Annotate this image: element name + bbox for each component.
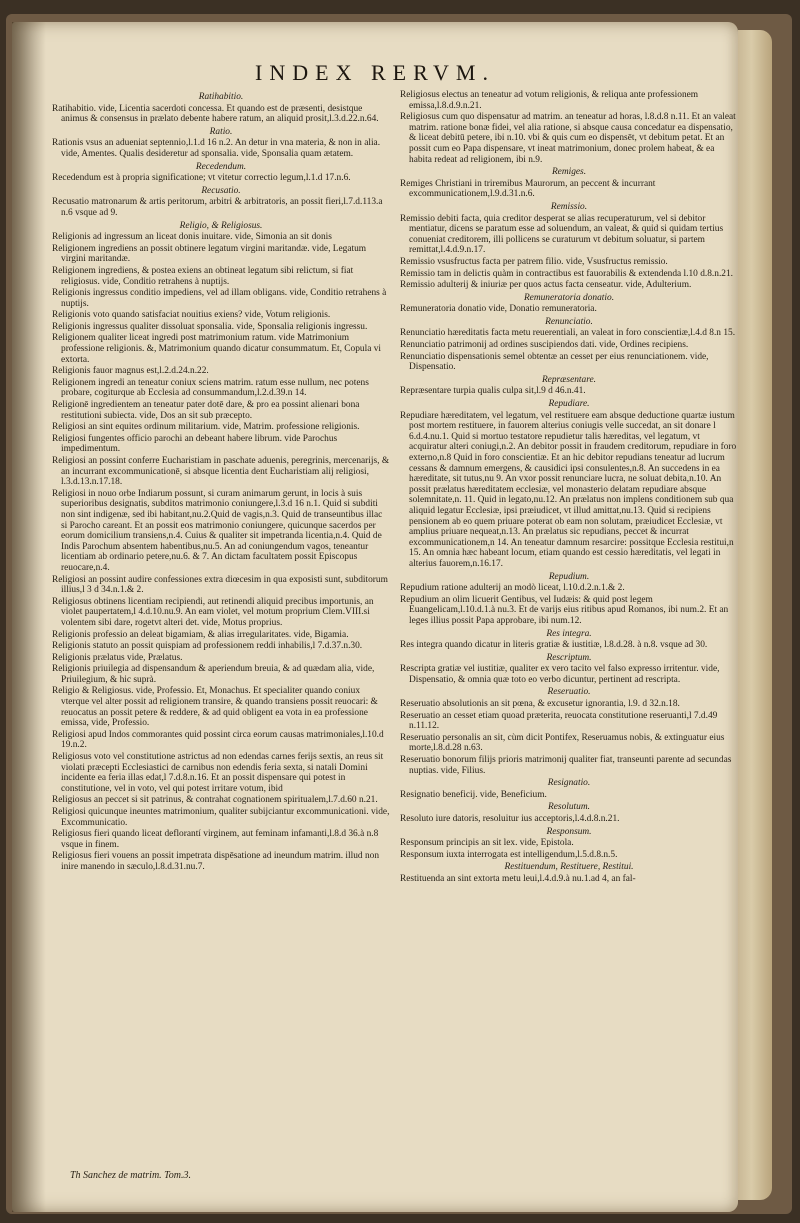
index-heading: Remissio. xyxy=(550,201,588,212)
index-entry: Repudiare hæreditatem, vel legatum, vel restituere eam absque deductione quartæ iustum post mortem restituere, in fauorem alterius coniugis velle succedat, an sit donare l 6.d.4.nu.1. Quid si mortuo testatore repudietur talis hæreditas, vel legatum, vt acquiratur alteri coniugi,n.2. An debitor possit in fraudem creditorum, repudiare in foro externo,n.8 Quid in foro conscientiæ. Et an hic debitor repudians teneatur ad lucrum cessans & damnum emergens, & causidici ipsi consulentes,n.8. An succedens in ea hæreditate, sit tutus,nu 9. An vxor possit renunciare lucra, ne soluat debita,n.10. An possit prælatus hæreditatem ecclesiæ, vel monasterio delatam repudiare absque solemnitate,n. 11. Quid in legato,nu.12. An prælatus non implens conditionem sub qua aliquid legatur Ecclesiæ, ipsi præiudicet, vt illud amittat,nu.13. Quid si recipiens pensionem ab eo quem priuare poterat ob eam non solutam, præiudicet Ecclesiæ, vt amplius priuare nequeat,n.13. An prælatus sic repudians, peccet & incurrat excommunicationem,n 14. An teneatur damnum resarcire: possitque Ecclesia restitui,n 15. An omnia hæc habeant locum, etiam quando est cessio hæreditatis, vel legati in alterius fauorem,n.16.17. xyxy=(400,410,737,569)
index-heading: Remiges. xyxy=(551,167,587,178)
index-entry: Religiosi an sint equites ordinum militarium. vide, Matrim. professione religionis. xyxy=(52,422,360,433)
index-entry: Religiosi apud Indos commorantes quid possint circa eorum causas matrimoniales,l.10.d 19.n.2. xyxy=(52,729,384,751)
index-entry: Repudium ratione adulterij an modò liceat, l.10.d.2.n.1.& 2. xyxy=(400,583,625,594)
index-entry: Religionis professio an deleat bigamiam, & alias irregularitates. vide, Bigamia. xyxy=(52,629,349,640)
index-entry: Renunciatio patrimonij ad ordines suscipiendos dati. vide, Ordines recipiens. xyxy=(400,340,689,351)
index-entry: Responsum principis an sit lex. vide, Epistola. xyxy=(400,838,574,849)
index-entry: Religionem ingrediens an possit obtinere legatum virgini maritandæ. vide, Legatum virgini maritandæ. xyxy=(52,243,367,265)
index-heading: Rescriptum. xyxy=(546,652,592,663)
index-entry: Religiosus voto vel constitutione astrictus ad non edendas carnes ferijs sextis, an reus sit violati præcepti Ecclesiastici de carnibus non edendis feria sexta, si natali Domini incidente ea feria illas edat,l 7.d.8.n.16. Et an possit dispensare qui potest in constitutione, vel in voto, vel qui potest irritare votum, ibid xyxy=(52,752,384,794)
index-entry: Restituenda an sint extorta metu leui,l.4.d.9.à nu.1.ad 4, an fal- xyxy=(400,873,636,884)
index-entry: Religiosi an possint conferre Eucharistiam in paschate aduenis, peregrinis, mercenarijs, & an incurrant excommunicationē, si absque licentia dent Eucharistiam alij religiosi, l.3.d.13.n.17.18. xyxy=(52,456,390,488)
index-entry: Renunciatio hæreditatis facta metu reuerentiali, an valeat in foro conscientiæ,l.4.d 8.n 15. xyxy=(400,328,736,339)
index-entry: Religiosus cum quo dispensatur ad matrim. an teneatur ad horas, l.8.d.8 n.11. Et an valeat matrim. ratione bonæ fidei, vel alia ratione, si absque causa concedatur ea dispensatio, & liceat debitū petere, ibi n.10. vbi & quis cum eo dispensēt, vt debitum petat. Et an possit cum eo Papa dispensare, vt ineat matrimonium, donec prolem habeat, & ea habita redeat ad religionem, ibi n.9. xyxy=(400,112,736,165)
index-entry: Religionem ingrediens, & postea exiens an obtineat legatum sibi relictum, si fiat religiosus. vide, Conditio retrahens à nuptijs. xyxy=(52,265,354,287)
page-edge xyxy=(738,30,772,1200)
index-heading: Resignatio. xyxy=(547,778,591,789)
index-entry: Religiosi fungentes officio parochi an debeant habere librum. vide Parochus impedimentum. xyxy=(52,433,338,455)
index-entry: Remuneratoria donatio vide, Donatio remuneratoria. xyxy=(400,304,597,315)
index-heading: Repræsentare. xyxy=(541,374,597,385)
index-entry: Repudium an olim licuerit Gentibus, vel Iudæis: & quid post legem Euangelicam,l.10.d.1.à nu.3. Et de varijs eius ritibus apud Romanos, ibi num.2. Et an leges illius possit Papa approbare, ibi num.12. xyxy=(400,594,729,626)
index-heading: Ratihabitio. xyxy=(198,92,244,102)
index-entry: Religiosus an peccet si sit patrinus, & contrahat cognationem spiritualem,l.7.d.60 n.21. xyxy=(52,795,378,806)
page-header: INDEX RERVM. xyxy=(255,60,495,85)
index-heading: Remuneratoria donatio. xyxy=(523,292,615,303)
index-entry: Religiosus electus an teneatur ad votum religionis, & reliqua ante professionem emissa,l.8.d.9.n.21. xyxy=(400,90,699,111)
index-heading: Repudium. xyxy=(548,571,590,582)
index-entry: Remiges Christiani in triremibus Maurorum, an peccent & incurrant excommunicationem,l.9.d.31.n.6. xyxy=(400,178,656,200)
index-entry: Recusatio matronarum & artis peritorum, arbitri & arbitratoris, an possit fieri,l.7.d.113.a n.6 vsque ad 9. xyxy=(52,197,383,218)
index-entry: Religionē ingredientem an teneatur pater dotē dare, & pro ea possint alienari bona restitutioni subiecta. vide, Dos an sit sub præcepto. xyxy=(52,400,360,421)
index-entry: Responsum iuxta interrogata est intelligendum,l.5.d.8.n.5. xyxy=(400,849,618,860)
index-entry: Res integra quando dicatur in literis gratiæ & iustitiæ, l.8.d.28. à n.8. vsque ad 30. xyxy=(400,640,708,651)
index-entry: Religionis priuilegia ad dispensandum & aperiendum breuia, & ad quædam alia, vide, Priuilegium, & hic suprà. xyxy=(52,664,375,685)
index-entry: Reseruatio bonorum filijs prioris matrimonij qualiter fiat, transeunti parente ad secundas nuptias. vide, Filius. xyxy=(400,755,732,776)
index-entry: Religiosi in nouo orbe Indiarum possunt, si curam animarum gerunt, in locis à suis superioribus designatis, subditos matrimonio coniungere,l.3.d 16 n.1. Quid si subditi non sint indigenæ, sed ibi habitant,nu.2.Quid de vagis,n.3. Quid de transeuntibus illac si Parocho careant. Et an possit eos matrimonio coniungere, quicunque sacerdos per eorum domicilium transiens,n.4. Cuius & qualiter sit impetranda licentia,n.4. Quid de Indis Parochum absentem habentibus,nu.5. An ad coniungendum vagos, teneantur licentiam ab ordinario petere,nu.6. & 7. An dictam facultatem possit Episcopus reuocare,n.4. xyxy=(52,488,383,573)
book-page xyxy=(12,22,738,1212)
index-heading: Resolutum. xyxy=(548,802,590,813)
index-entry: Religionis statuto an possit quispiam ad professionem reddi inhabilis,l 7.d.37.n.30. xyxy=(52,641,363,652)
index-entry: Resignatio beneficij. vide, Beneficium. xyxy=(400,789,547,800)
index-heading: Responsum. xyxy=(546,826,592,837)
index-entry: Religionis ad ingressum an liceat donis inuitare. vide, Simonia an sit donis xyxy=(52,232,332,243)
right-column xyxy=(400,90,738,886)
index-entry: Remissio debiti facta, quia creditor desperat se alias recuperaturum, vel si debitor mentiatur, dicens se paratum esse ad soluendum, an valeat, & quid si quidam tertius conueniat creditorem, illi pollicens se curaturum vt debitum soluatur, si partem remittat,l.4.d.9.n.17. xyxy=(400,213,724,256)
index-entry: Religiosus obtinens licentiam recipiendi, aut retinendi aliquid precibus importunis, an violet paupertatem,l 4.d.10.nu.9. An eam violet, vel motum proprium Clem.VIII.si volentem sibi dare, rogetvt alteri det. vide, Motus proprius. xyxy=(52,596,374,628)
index-entry: Remissio vsusfructus facta per patrem filio. vide, Vsusfructus remissio. xyxy=(400,256,668,267)
index-entry: Religiosi an possint audire confessiones extra diœcesim in qua exposisti sunt, subditorum illius,l 3 d 34.n.1.& 2. xyxy=(52,574,388,596)
index-entry: Religionem ingredi an teneatur coniux sciens matrim. ratum esse nullum, nec potens probare, cogiturque ab Ecclesia ad consummandum,l.2.d.39.n 14. xyxy=(52,377,369,399)
index-heading: Ratio. xyxy=(209,126,233,137)
index-heading: Renunciatio. xyxy=(545,316,593,327)
index-entry: Recedendum est à propria significatione; vt vitetur correctio legum,l.1.d 17.n.6. xyxy=(52,173,351,184)
page-gutter xyxy=(12,22,46,1212)
index-entry: Repræsentare turpia qualis culpa sit,l.9 d 46.n.41. xyxy=(400,386,586,397)
index-heading: Recusatio. xyxy=(201,185,241,196)
index-entry: Rationis vsus an adueniat septennio,l.1.d 16 n.2. An detur in vna materia, & non in alia. vide, Amentes. Qualis desideretur ad sponsalia. vide, Sponsalia quam ætatem. xyxy=(52,138,381,159)
index-entry: Religiosus fieri vouens an possit impetrata dispēsatione ad ineundum matrim. illud non inire manendo in sæculo,l.8.d.31.nu.7. xyxy=(52,851,380,872)
index-heading: Restituendum, Restituere, Restitui. xyxy=(504,862,634,873)
index-entry: Reseruatio personalis an sit, cùm dicit Pontifex, Reseruamus nobis, & extinguatur eius morte,l.8.d.28 n.63. xyxy=(400,732,725,754)
index-entry: Remissio adulterij & iniuriæ per quos actus facta censeatur. vide, Adulterium. xyxy=(400,280,692,291)
index-entry: Reseruatio an cesset etiam quoad præterita, reuocata constitutione reseruanti,l 7.d.49 n.11.12. xyxy=(400,710,718,732)
index-entry: Religio & Religiosus. vide, Professio. Et, Monachus. Et specialiter quando coniux vterque vel alter possit ad religionem transire, & quando transiens possit reuocari: & reuocatus an possit petere & reddere, & ad quid obligent ea vota in ea professione emissa, vide, Professio. xyxy=(52,686,378,729)
index-entry: Renunciatio dispensationis semel obtentæ an cesset per eius renunciationem. vide, Dispensatio. xyxy=(400,351,709,373)
index-heading: Res integra. xyxy=(546,628,592,639)
index-entry: Reseruatio absolutionis an sit pœna, & excusetur ignorantia, l.9. d 32.n.18. xyxy=(400,699,680,710)
index-heading: Repudiare. xyxy=(548,399,590,410)
index-entry: Remissio tam in delictis quàm in contractibus est fauorabilis & extendenda l.10 d.8.n.21. xyxy=(400,268,734,279)
index-entry: Religiosi quicunque ineuntes matrimonium, qualiter subijciantur excommunicationi. vide, Excommunicatio. xyxy=(52,807,390,828)
page-footer: Th Sanchez de matrim. Tom.3. xyxy=(70,1170,192,1181)
index-entry: Religionis fauor magnus est,l.2.d.24.n.22. xyxy=(52,366,209,377)
index-heading: Reseruatio. xyxy=(547,687,591,698)
index-entry: Religionis ingressus qualiter dissoluat sponsalia. vide, Sponsalia religionis ingressu. xyxy=(52,321,368,332)
left-column xyxy=(52,90,390,874)
index-entry: Ratihabitio. vide, Licentia sacerdoti concessa. Et quando est de præsenti, desistque animus & consensus in prælato debente habere ratum, an aliquid prosit,l.3.d.22.n.64. xyxy=(52,103,379,125)
index-entry: Resoluto iure datoris, resoluitur ius acceptoris,l.4.d.8.n.21. xyxy=(400,814,620,824)
index-entry: Religionem qualiter liceat ingredi post matrimonium ratum. vide Matrimonium professione religionis. &, Matrimonium quando dicatur consummatum. Et, Copula vi extorta. xyxy=(52,333,382,365)
index-entry: Religionis prælatus vide, Prælatus. xyxy=(52,652,183,663)
index-entry: Religiosus fieri quando liceat deflorantí virginem, aut feminam infamanti,l.8.d 36.à n.8 vsque in finem. xyxy=(52,829,379,850)
index-entry: Rescripta gratiæ vel iustitiæ, qualiter ex vero tacito vel falso expresso irritentur. vide, Dispensatio, & omnia quæ toto eo verbo dicuntur, pertinent ad rescripta. xyxy=(400,664,720,685)
index-heading: Religio, & Religiosus. xyxy=(179,220,263,231)
index-entry: Religionis voto quando satisfaciat nouitius exiens? vide, Votum religionis. xyxy=(52,310,331,321)
index-entry: Religionis ingressus conditio impediens, vel ad illam obligans. vide, Conditio retrahens à nuptijs. xyxy=(52,288,387,309)
index-heading: Recedendum. xyxy=(195,161,247,172)
